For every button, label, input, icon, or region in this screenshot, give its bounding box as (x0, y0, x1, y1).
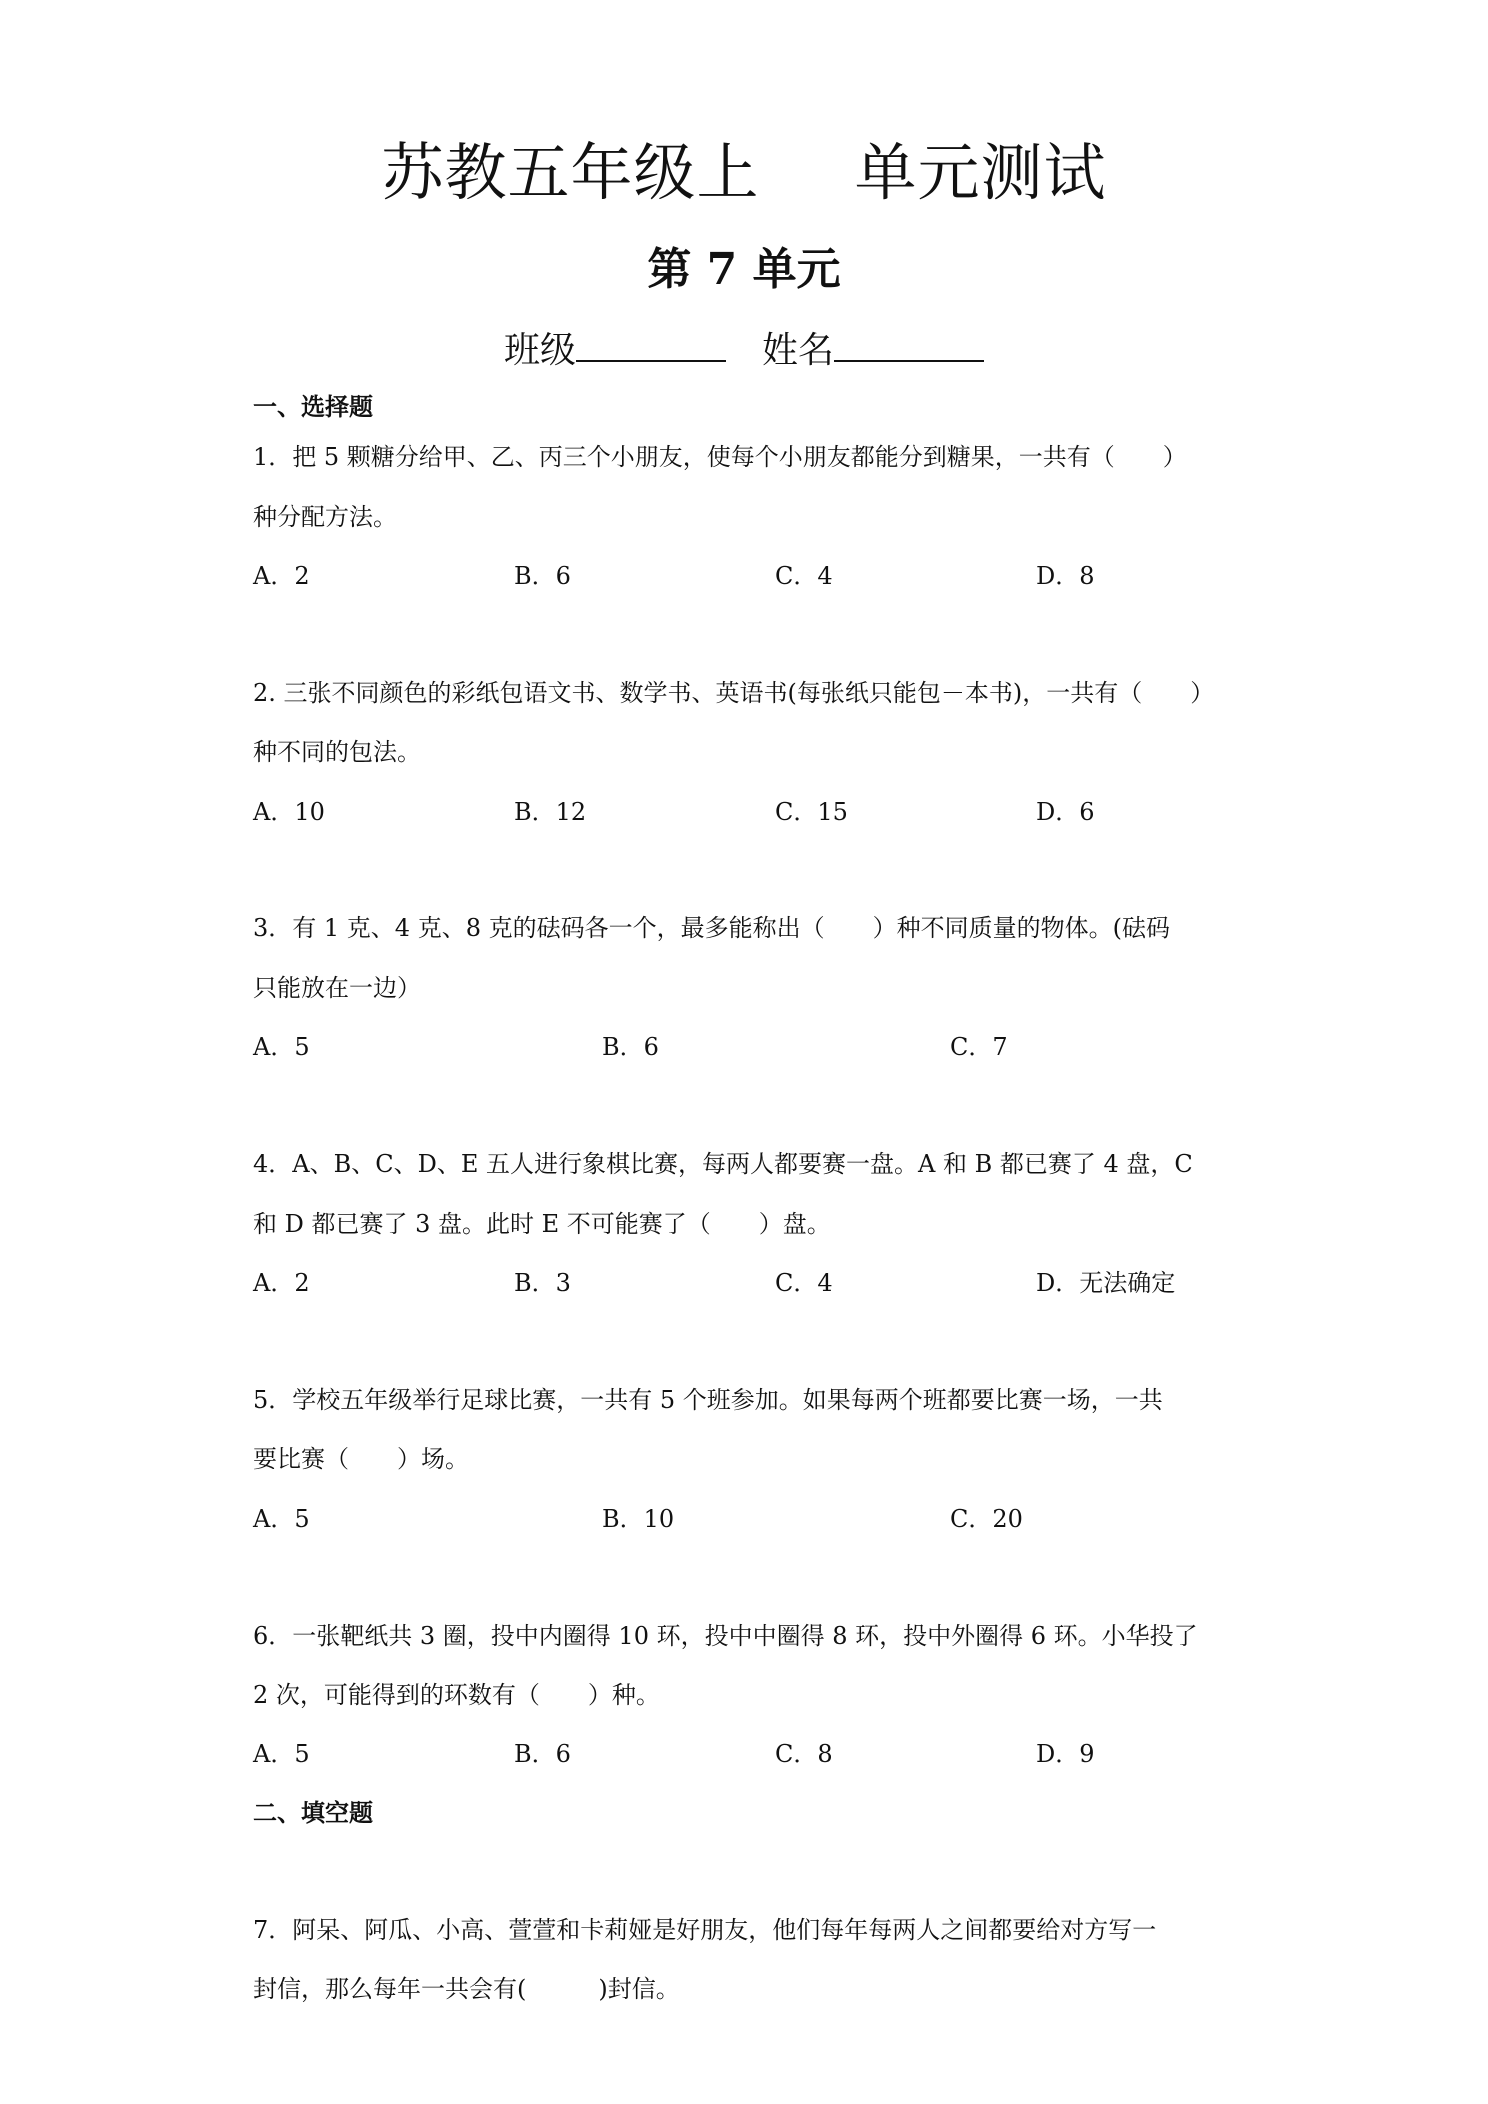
option-c: C．20 (950, 1505, 1023, 1533)
option-d: D．无法确定 (1036, 1269, 1176, 1297)
name-label: 姓名 (762, 330, 835, 371)
question-line: 4．A、B、C、D、E 五人进行象棋比赛，每两人都要赛一盘。A 和 B 都已赛了 4 盘，C (253, 1150, 1193, 1178)
question-line: 要比赛（ ）场。 (253, 1445, 469, 1473)
option-b: B．6 (514, 562, 571, 590)
class-label: 班级 (503, 330, 576, 371)
question-line: 3．有 1 克、4 克、8 克的砝码各一个，最多能称出（ ）种不同质量的物体。(砝码 (253, 914, 1170, 942)
question-line: 只能放在一边） (253, 974, 421, 1002)
option-b: B．12 (514, 798, 587, 826)
option-c: C．8 (775, 1740, 833, 1768)
question-line: 种分配方法。 (253, 503, 397, 531)
question-line: 7．阿呆、阿瓜、小高、萱萱和卡莉娅是好朋友，他们每年每两人之间都要给对方写一 (253, 1916, 1157, 1944)
option-d: D．9 (1036, 1740, 1095, 1768)
option-d: D．6 (1036, 798, 1095, 826)
question-line: 种不同的包法。 (253, 738, 421, 766)
student-info-line (0, 326, 1488, 374)
unit-subtitle: 第 7 单元 (647, 244, 841, 295)
worksheet-title (0, 135, 1488, 211)
option-a: A．5 (253, 1033, 310, 1061)
question-line: 5．学校五年级举行足球比赛，一共有 5 个班参加。如果每两个班都要比赛一场，一共 (253, 1386, 1163, 1414)
section-heading-fill: 二、填空题 (253, 1798, 373, 1827)
option-d: D．8 (1036, 562, 1095, 590)
title-right: 单元测试 (854, 136, 1107, 209)
class-blank[interactable] (576, 326, 726, 362)
option-c: C．15 (775, 798, 848, 826)
question-line: 封信，那么每年一共会有( )封信。 (253, 1975, 680, 2003)
option-a: A．5 (253, 1740, 310, 1768)
name-blank[interactable] (834, 326, 984, 362)
question-line: 2 次，可能得到的环数有（ ）种。 (253, 1681, 660, 1709)
question-line: 6．一张靶纸共 3 圈，投中内圈得 10 环，投中中圈得 8 环，投中外圈得 6 环。小华投了 (253, 1622, 1198, 1650)
option-a: A．2 (253, 1269, 310, 1297)
option-a: A．2 (253, 562, 310, 590)
option-a: A．5 (253, 1505, 310, 1533)
title-left: 苏教五年级上 (381, 136, 760, 209)
section-heading-choice: 一、选择题 (253, 392, 373, 421)
option-b: B．6 (514, 1740, 571, 1768)
question-line: 2. 三张不同颜色的彩纸包语文书、数学书、英语书(每张纸只能包－本书)，一共有（ ） (253, 679, 1215, 707)
option-c: C．4 (775, 562, 833, 590)
option-c: C．7 (950, 1033, 1008, 1061)
option-a: A．10 (253, 798, 325, 826)
question-line: 和 D 都已赛了 3 盘。此时 E 不可能赛了（ ）盘。 (253, 1210, 831, 1238)
option-b: B．6 (602, 1033, 659, 1061)
option-b: B．3 (514, 1269, 571, 1297)
question-line: 1．把 5 颗糖分给甲、乙、丙三个小朋友，使每个小朋友都能分到糖果，一共有（ ） (253, 443, 1187, 471)
option-c: C．4 (775, 1269, 833, 1297)
option-b: B．10 (602, 1505, 675, 1533)
